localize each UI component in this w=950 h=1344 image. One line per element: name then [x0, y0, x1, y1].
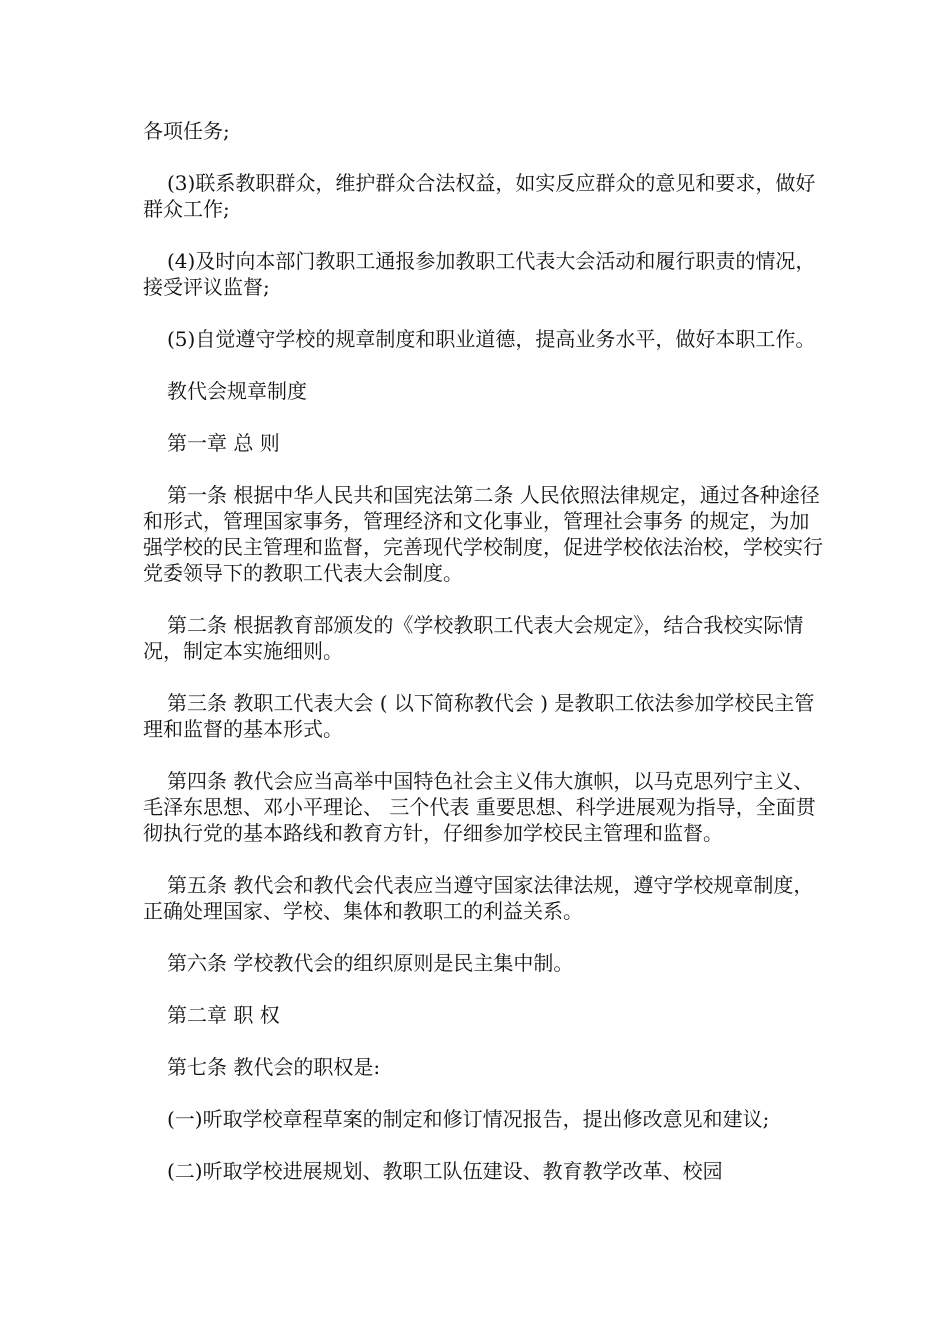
paragraph-item-3: (3)联系教职群众，维护群众合法权益，如实反应群众的意见和要求，做好群众工作;	[143, 171, 816, 221]
article-7-item-1: (一)听取学校章程草案的制定和修订情况报告，提出修改意见和建议;	[167, 1107, 770, 1131]
paragraph-tasks-continued: 各项任务;	[143, 119, 230, 143]
article-7: 第七条 教代会的职权是:	[167, 1055, 381, 1079]
paragraph-item-5: (5)自觉遵守学校的规章制度和职业道德，提高业务水平，做好本职工作。	[167, 327, 816, 351]
article-7-item-2: (二)听取学校进展规划、教职工队伍建设、教育教学改革、校园	[167, 1159, 723, 1183]
paragraph-item-4: (4)及时向本部门教职工通报参加教职工代表大会活动和履行职责的情况，接受评议监督;	[143, 249, 816, 299]
article-5: 第五条 教代会和教代会代表应当遵守国家法律法规，遵守学校规章制度，正确处理国家、学校、集体和教职工的利益关系。	[143, 873, 814, 923]
article-4: 第四条 教代会应当高举中国特色社会主义伟大旗帜，以马克思列宁主义、毛泽东思想、邓小平理论、 三个代表 重要思想、科学进展观为指导，全面贯彻执行党的基本路线和教育方针，仔细参加学校民主管理和监督。	[143, 769, 816, 845]
article-3: 第三条 教职工代表大会 ( 以下简称教代会 ) 是教职工依法参加学校民主管理和监督的基本形式。	[143, 691, 815, 741]
chapter-2-heading: 第二章 职 权	[167, 1003, 280, 1027]
chapter-1-heading: 第一章 总 则	[167, 431, 280, 455]
article-1: 第一条 根据中华人民共和国宪法第二条 人民依照法律规定，通过各种途径和形式，管理国家事务，管理经济和文化事业，管理社会事务 的规定，为加强学校的民主管理和监督，完善现代学校制度，促进学校依法治校，学校实行党委领导下的教职工代表大会制度。	[143, 483, 823, 585]
section-title: 教代会规章制度	[167, 379, 307, 403]
article-6: 第六条 学校教代会的组织原则是民主集中制。	[167, 951, 574, 975]
article-2: 第二条 根据教育部颁发的《学校教职工代表大会规定》，结合我校实际情况，制定本实施细则。	[143, 613, 804, 663]
document-body	[143, 118, 823, 1210]
